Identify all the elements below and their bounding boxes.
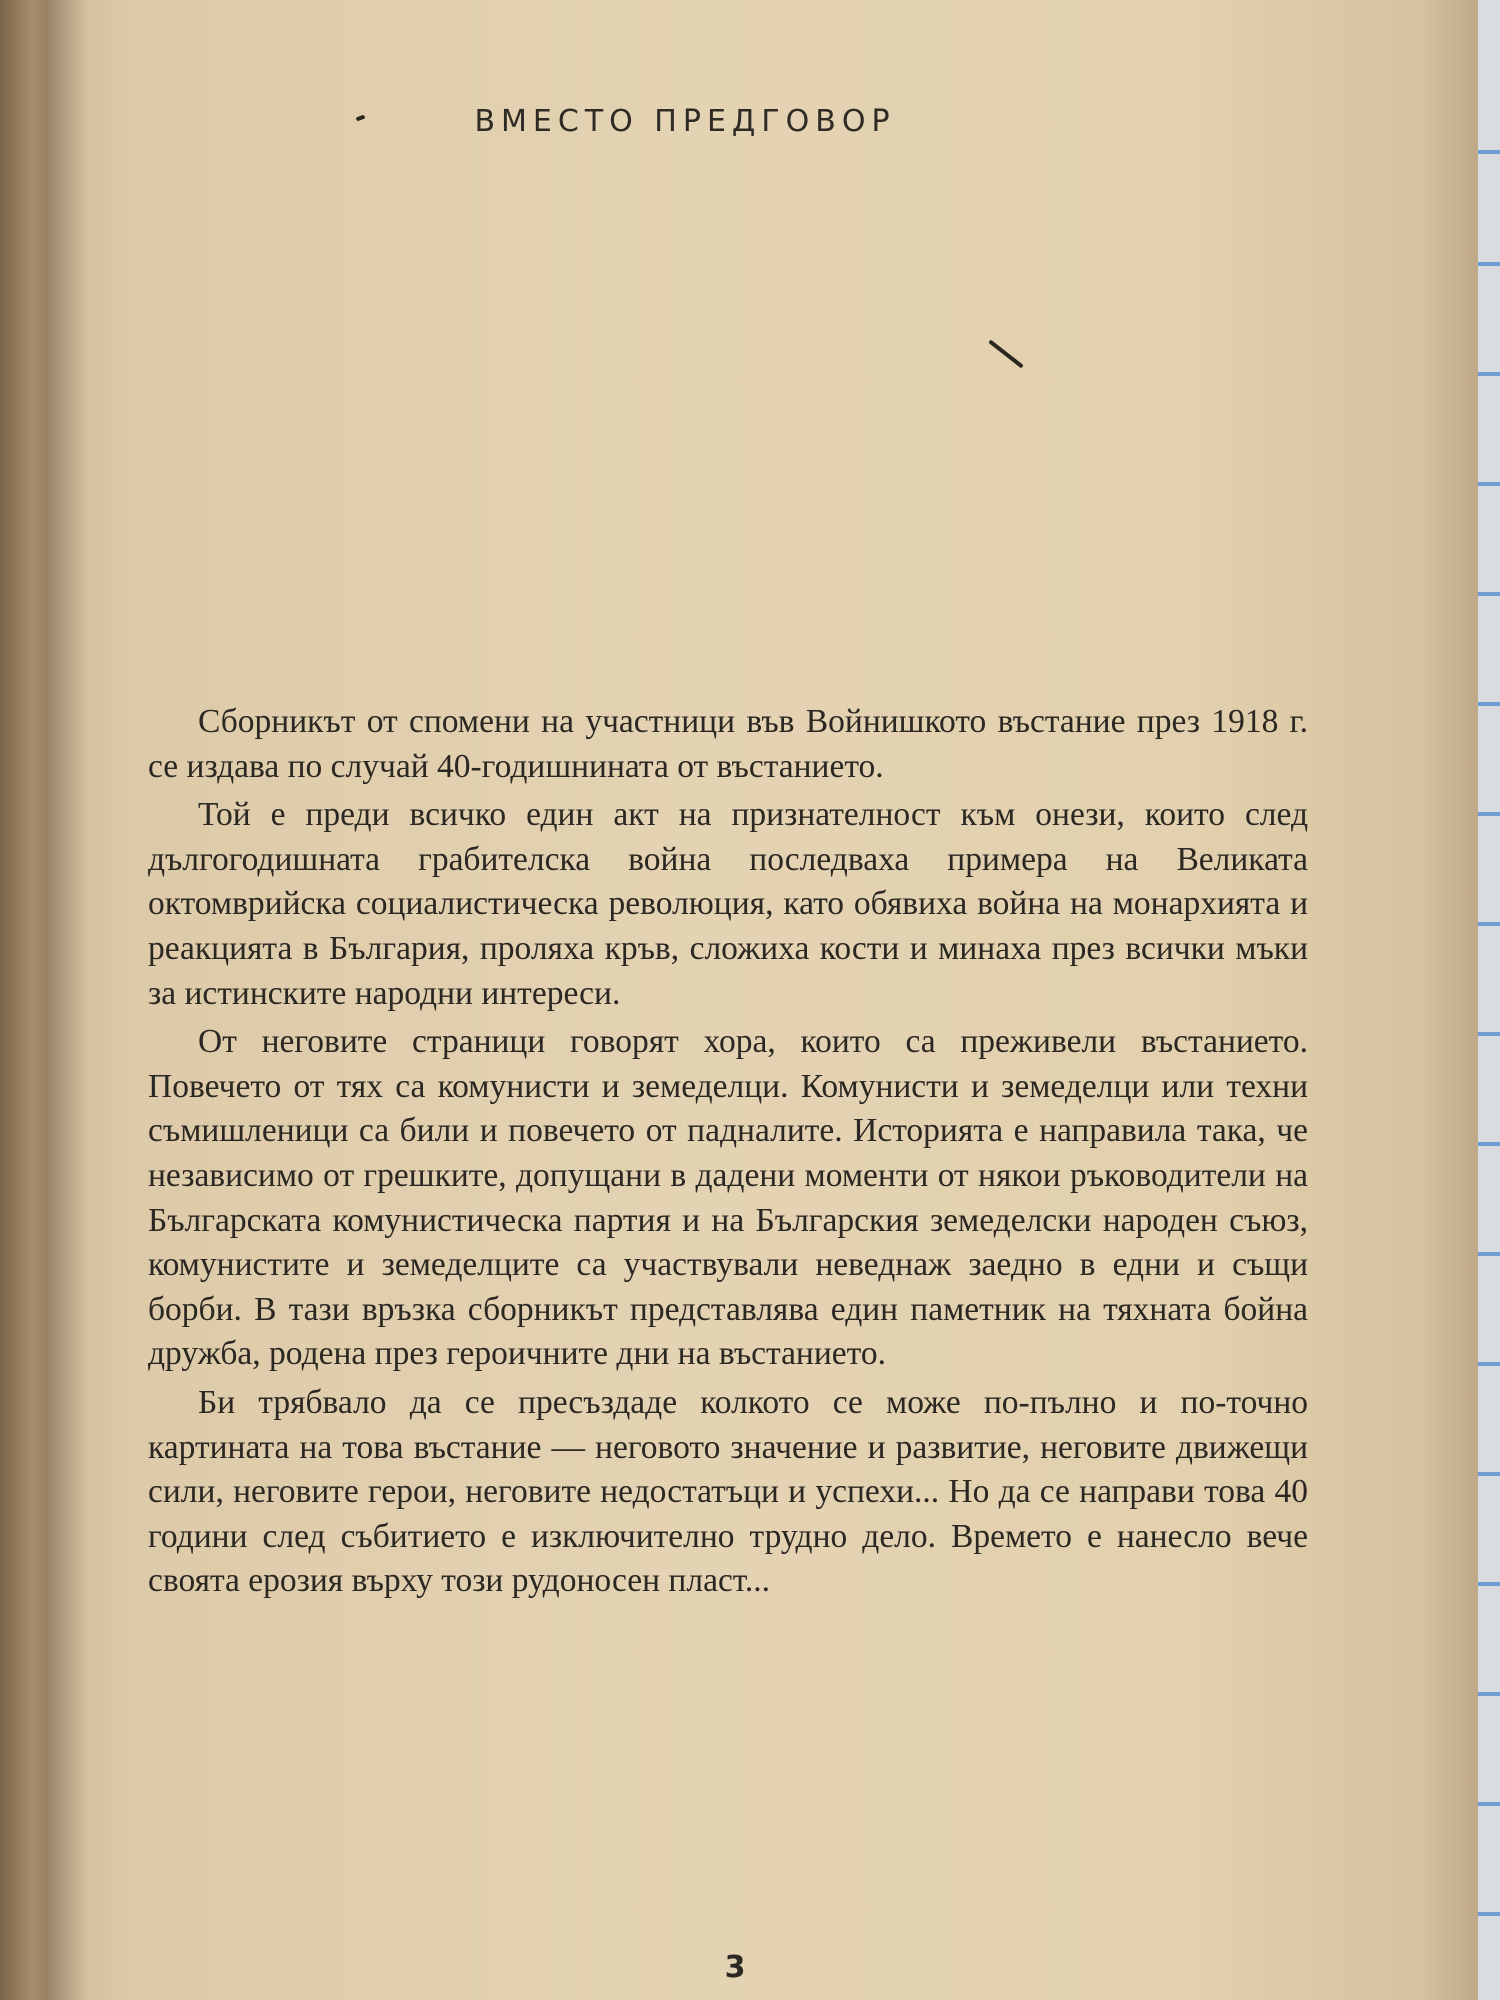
notebook-edge: [1478, 0, 1500, 2000]
notebook-line: [1478, 482, 1500, 486]
paragraph: Би трябвало да се пресъздаде колкото се може по-пълно и по-точно картината на това въстание — неговото значение и развитие, неговите движещи сили, неговите герои, неговите недостатъци и успехи... Но да се направи това 40 години след събитието е изключително трудно дело. Времето е нанесло вече своята ерозия върху този рудоносен пласт...: [148, 1383, 1308, 1600]
notebook-line: [1478, 262, 1500, 266]
notebook-line: [1478, 1032, 1500, 1036]
page-heading: ВМЕСТО ПРЕДГОВОР: [474, 104, 896, 139]
notebook-line: [1478, 1912, 1500, 1916]
notebook-line: [1478, 922, 1500, 926]
paragraph: Той е преди всичко един акт на признателност към онези, които след дългогодишната грабителска война последваха примера на Великата октомврийска социалистическа революция, като обявиха война на монархията и реакцията в България, проляха кръв, сложиха кости и минаха през всички мъки за истинските народни интереси.: [148, 796, 1308, 1012]
body-text: [148, 700, 1308, 1608]
notebook-line: [1478, 1582, 1500, 1586]
paragraph: От неговите страници говорят хора, които са преживели въстанието. Повечето от тях са комунисти и земеделци. Комунисти и земеделци или техни съмишленици са били и повечето от падналите. Историята е направила така, че независимо от грешките, допущани в дадени моменти от някои ръководители на Българската комунистическа партия и на Българския земеделски народен съюз, комунистите и земеделците са участвували неведнаж заедно в едни и същи борби. В тази връзка сборникът представлява един паметник на тяхната бойна дружба, родена през героичните дни на въстанието.: [148, 1023, 1308, 1373]
notebook-line: [1478, 1802, 1500, 1806]
notebook-line: [1478, 1472, 1500, 1476]
notebook-line: [1478, 1362, 1500, 1366]
notebook-line: [1478, 702, 1500, 706]
notebook-line: [1478, 372, 1500, 376]
page-fold-shadow: [48, 0, 88, 2000]
notebook-line: [1478, 150, 1500, 154]
notebook-line: [1478, 1692, 1500, 1696]
notebook-line: [1478, 812, 1500, 816]
notebook-line: [1478, 592, 1500, 596]
notebook-line: [1478, 1252, 1500, 1256]
notebook-line: [1478, 1142, 1500, 1146]
page-number: 3: [724, 1950, 746, 1985]
paragraph: Сборникът от спомени на участници във Войнишкото въстание през 1918 г. се издава по случай 40-годишнината от въстанието.: [148, 703, 1308, 785]
